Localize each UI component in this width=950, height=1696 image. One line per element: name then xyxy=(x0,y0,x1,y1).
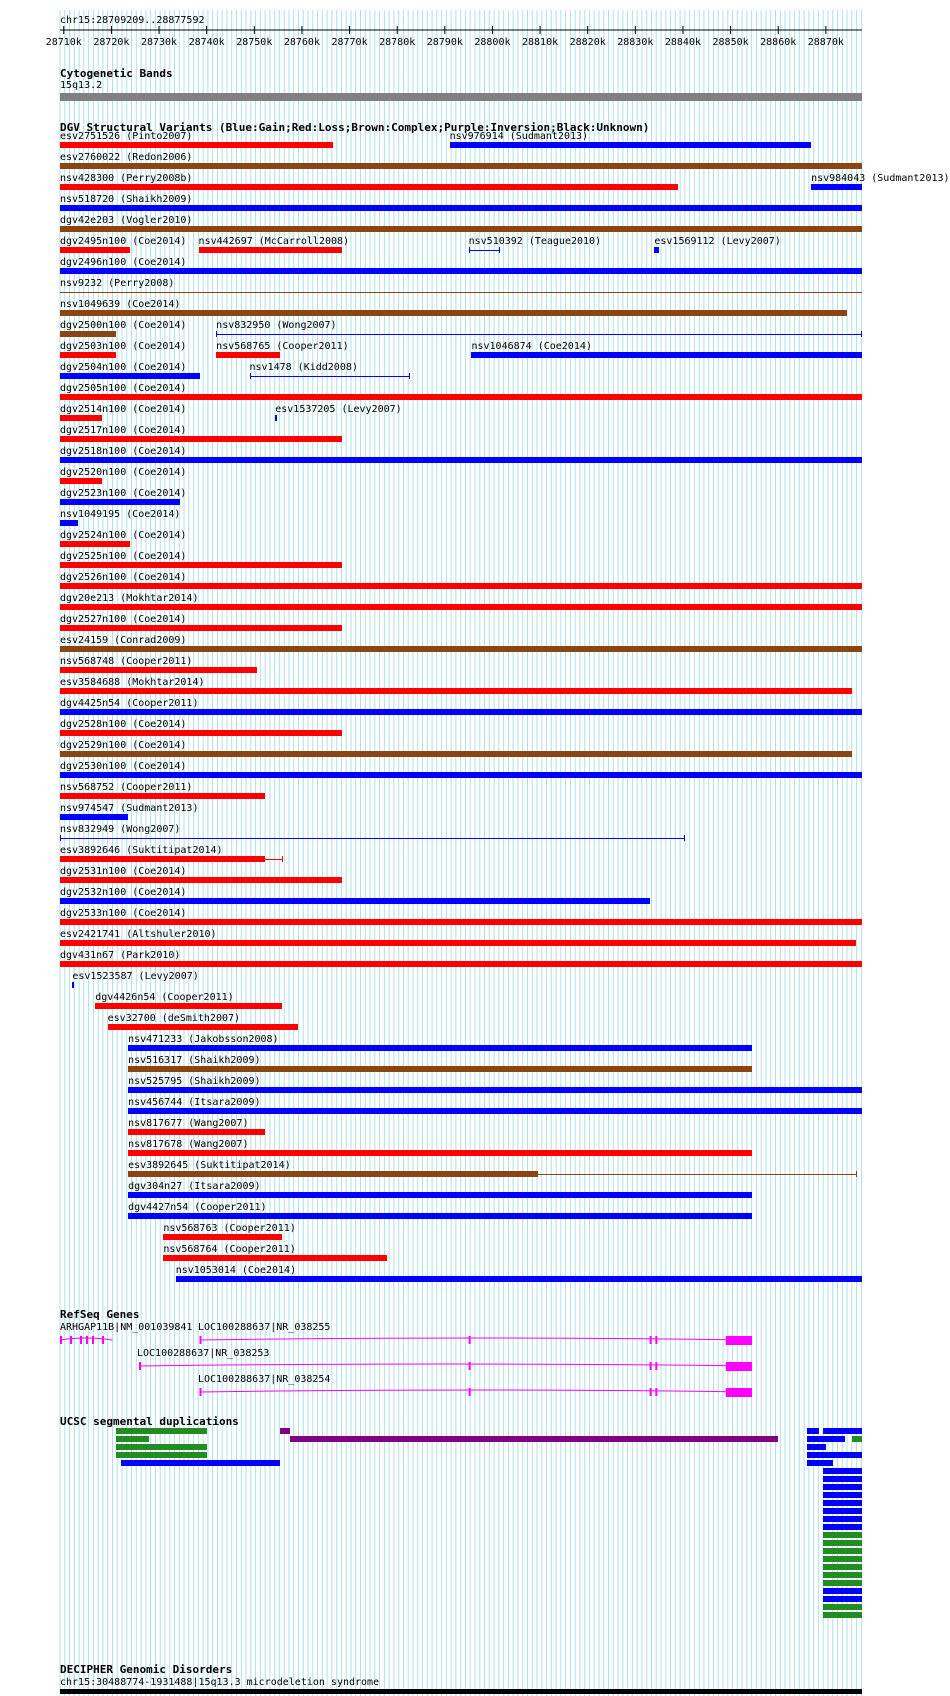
segdup-block[interactable] xyxy=(823,1508,862,1514)
dgv-variant-bar[interactable] xyxy=(60,268,862,274)
dgv-variant-bar[interactable] xyxy=(199,247,343,253)
dgv-variant-label[interactable]: esv2421741 (Altshuler2010) xyxy=(60,929,217,940)
dgv-variant-label[interactable]: nsv984043 (Sudmant2013) xyxy=(811,173,950,184)
dgv-variant-bar[interactable] xyxy=(60,646,862,652)
dgv-variant-label[interactable]: nsv1049639 (Coe2014) xyxy=(60,299,181,310)
dgv-variant-bar[interactable] xyxy=(275,415,277,421)
dgv-variant-label[interactable]: dgv2526n100 (Coe2014) xyxy=(60,572,187,583)
dgv-variant-bar[interactable] xyxy=(60,331,116,337)
ruler-tick-label: 28830k xyxy=(617,37,654,48)
dgv-variant-label[interactable]: esv1569112 (Levy2007) xyxy=(654,236,781,247)
dgv-variant-label[interactable]: nsv832949 (Wong2007) xyxy=(60,824,181,835)
dgv-variant-bar[interactable] xyxy=(128,1045,752,1051)
dgv-variant-label[interactable]: esv2751526 (Pinto2007) xyxy=(60,131,193,142)
segdup-block[interactable] xyxy=(823,1612,862,1618)
refseq-gene-label[interactable]: ARHGAP11B|NM_001039841 xyxy=(60,1322,193,1333)
segdup-block[interactable] xyxy=(807,1428,819,1434)
dgv-variant-label[interactable]: nsv516317 (Shaikh2009) xyxy=(128,1055,261,1066)
dgv-variant-bar[interactable] xyxy=(60,625,342,631)
ruler-tick-label: 28770k xyxy=(331,37,368,48)
ruler-tick-label: 28790k xyxy=(426,37,463,48)
dgv-variant-end-tick xyxy=(60,835,61,841)
refseq-gene-label[interactable]: LOC100288637|NR_038253 xyxy=(137,1348,270,1359)
cytoband-track-title[interactable]: Cytogenetic Bands xyxy=(60,67,173,80)
ruler-tick-label: 28720k xyxy=(93,37,130,48)
dgv-variant-bar[interactable] xyxy=(60,793,265,799)
segdup-block[interactable] xyxy=(807,1452,862,1458)
ruler-tick-label: 28870k xyxy=(807,37,844,48)
cytoband-label: 15q13.2 xyxy=(60,80,103,91)
dgv-variant-bar[interactable] xyxy=(176,1276,862,1282)
dgv-variant-label[interactable]: nsv510392 (Teague2010) xyxy=(468,236,602,247)
dgv-variant-bar[interactable] xyxy=(108,1024,299,1030)
dgv-variant-bar[interactable] xyxy=(60,604,862,610)
dgv-variant-bar[interactable] xyxy=(95,1003,282,1009)
segdup-block[interactable] xyxy=(823,1428,862,1434)
segdup-block[interactable] xyxy=(121,1460,281,1466)
dgv-variant-bar[interactable] xyxy=(60,478,102,484)
dgv-variant-bar[interactable] xyxy=(128,1108,862,1114)
dgv-variant-label[interactable]: nsv471233 (Jakobsson2008) xyxy=(128,1034,279,1045)
dgv-variant-line[interactable] xyxy=(60,838,685,839)
dgv-variant-bar[interactable] xyxy=(60,394,862,400)
refseq-gene-model[interactable] xyxy=(0,1359,890,1373)
refseq-gene-model[interactable] xyxy=(0,1333,890,1347)
dgv-variant-label[interactable]: nsv1053014 (Coe2014) xyxy=(175,1265,297,1276)
dgv-variant-bar[interactable] xyxy=(60,898,650,904)
dgv-variant-label[interactable]: dgv2520n100 (Coe2014) xyxy=(60,467,187,478)
dgv-variant-extension xyxy=(265,859,282,860)
dgv-variant-bar[interactable] xyxy=(60,877,342,883)
segdup-block[interactable] xyxy=(823,1500,862,1506)
dgv-variant-bar[interactable] xyxy=(60,688,852,694)
dgv-variant-end-tick xyxy=(250,373,251,379)
dgv-variant-bar[interactable] xyxy=(128,1066,752,1072)
dgv-variant-end-tick xyxy=(282,856,283,862)
dgv-variant-bar[interactable] xyxy=(216,352,280,358)
dgv-variant-label[interactable]: dgv2503n100 (Coe2014) xyxy=(60,341,187,352)
segdup-block[interactable] xyxy=(823,1548,862,1554)
segdup-block[interactable] xyxy=(116,1444,206,1450)
segdup-block[interactable] xyxy=(823,1572,862,1578)
dgv-variant-label[interactable]: nsv525795 (Shaikh2009) xyxy=(128,1076,261,1087)
dgv-variant-label[interactable]: esv3892645 (Suktitipat2014) xyxy=(128,1160,291,1171)
segdup-block[interactable] xyxy=(807,1460,833,1466)
segdup-block[interactable] xyxy=(823,1476,862,1482)
dgv-variant-bar[interactable] xyxy=(60,163,862,169)
dgv-variant-label[interactable]: dgv2530n100 (Coe2014) xyxy=(60,761,187,772)
dgv-variant-bar[interactable] xyxy=(128,1213,752,1219)
cytoband-bar[interactable] xyxy=(60,93,862,101)
dgv-variant-line[interactable] xyxy=(60,292,862,293)
dgv-variant-bar[interactable] xyxy=(471,352,862,358)
dgv-variant-bar[interactable] xyxy=(128,1087,862,1093)
dgv-variant-label[interactable]: nsv1046874 (Coe2014) xyxy=(471,341,592,352)
dgv-variant-bar[interactable] xyxy=(60,352,116,358)
ruler-tick-label: 28860k xyxy=(760,37,797,48)
segdup-block[interactable] xyxy=(823,1604,862,1610)
dgv-variant-bar[interactable] xyxy=(60,919,862,925)
decipher-entry-label[interactable]: chr15:30488774-1931488|15q13.3 microdeletion syndrome xyxy=(60,1677,380,1688)
ruler-tick-label: 28800k xyxy=(474,37,511,48)
dgv-variant-label[interactable]: nsv817677 (Wang2007) xyxy=(128,1118,249,1129)
segdup-block[interactable] xyxy=(823,1532,862,1538)
dgv-variant-bar[interactable] xyxy=(60,814,128,820)
ruler-tick-label: 28740k xyxy=(188,37,225,48)
dgv-variant-label[interactable]: esv3584688 (Mokhtar2014) xyxy=(60,677,205,688)
segdup-block[interactable] xyxy=(116,1452,206,1458)
dgv-variant-label[interactable]: esv24159 (Conrad2009) xyxy=(60,635,187,646)
dgv-variant-label[interactable]: dgv2504n100 (Coe2014) xyxy=(60,362,187,373)
dgv-variant-bar[interactable] xyxy=(60,751,852,757)
dgv-variant-label[interactable]: dgv2518n100 (Coe2014) xyxy=(60,446,187,457)
dgv-variant-label[interactable]: nsv568765 (Cooper2011) xyxy=(216,341,349,352)
ruler-position-label: chr15:28709209..28877592 xyxy=(60,15,205,26)
dgv-variant-label[interactable]: esv1523587 (Levy2007) xyxy=(72,971,199,982)
dgv-track-title[interactable]: DGV Structural Variants (Blue:Gain;Red:Loss;Brown:Complex;Purple:Inversion;Black:Unknown) xyxy=(60,121,650,134)
refseq-gene-model[interactable] xyxy=(0,1385,890,1399)
segdup-block[interactable] xyxy=(116,1428,206,1434)
dgv-variant-bar[interactable] xyxy=(60,499,180,505)
dgv-variant-label[interactable]: nsv568763 (Cooper2011) xyxy=(163,1223,296,1234)
dgv-variant-bar[interactable] xyxy=(654,247,658,253)
dgv-variant-bar[interactable] xyxy=(60,583,862,589)
dgv-variant-label[interactable]: nsv428300 (Perry2008b) xyxy=(60,173,193,184)
dgv-variant-label[interactable]: nsv442697 (McCarroll2008) xyxy=(198,236,350,247)
dgv-variant-label[interactable]: nsv568764 (Cooper2011) xyxy=(163,1244,296,1255)
dgv-variant-label[interactable]: dgv2517n100 (Coe2014) xyxy=(60,425,187,436)
dgv-variant-end-tick xyxy=(684,835,685,841)
dgv-variant-bar[interactable] xyxy=(128,1171,538,1177)
dgv-variant-bar[interactable] xyxy=(60,205,862,211)
dgv-variant-end-tick xyxy=(469,247,470,253)
dgv-variant-label[interactable]: nsv1478 (Kidd2008) xyxy=(249,362,358,373)
dgv-variant-bar[interactable] xyxy=(450,142,812,148)
segdup-block[interactable] xyxy=(823,1492,862,1498)
dgv-variant-label[interactable]: dgv2532n100 (Coe2014) xyxy=(60,887,187,898)
dgv-variant-bar[interactable] xyxy=(128,1129,265,1135)
dgv-variant-label[interactable]: dgv2529n100 (Coe2014) xyxy=(60,740,187,751)
dgv-variant-label[interactable]: esv3892646 (Suktitipat2014) xyxy=(60,845,223,856)
dgv-variant-label[interactable]: nsv1049195 (Coe2014) xyxy=(60,509,181,520)
dgv-variant-extension xyxy=(538,1174,857,1175)
dgv-variant-label[interactable]: dgv2533n100 (Coe2014) xyxy=(60,908,187,919)
dgv-variant-label[interactable]: nsv817678 (Wang2007) xyxy=(128,1139,249,1150)
dgv-variant-label[interactable]: nsv568748 (Cooper2011) xyxy=(60,656,193,667)
dgv-variant-label[interactable]: dgv2525n100 (Coe2014) xyxy=(60,551,187,562)
dgv-variant-bar[interactable] xyxy=(163,1255,386,1261)
dgv-variant-label[interactable]: esv1537205 (Levy2007) xyxy=(275,404,402,415)
dgv-variant-label[interactable]: dgv2528n100 (Coe2014) xyxy=(60,719,187,730)
segdup-block[interactable] xyxy=(807,1436,845,1442)
ruler-tick-label: 28820k xyxy=(569,37,606,48)
segdup-block[interactable] xyxy=(823,1468,862,1474)
segdup-block[interactable] xyxy=(823,1580,862,1586)
dgv-variant-bar[interactable] xyxy=(128,1192,752,1198)
dgv-variant-label[interactable]: esv2760022 (Redon2006) xyxy=(60,152,193,163)
ruler-tick-label: 28810k xyxy=(522,37,559,48)
dgv-variant-label[interactable]: nsv976914 (Sudmant2013) xyxy=(449,131,589,142)
dgv-variant-label[interactable]: dgv20e213 (Mokhtar2014) xyxy=(60,593,199,604)
ruler-tick-label: 28850k xyxy=(712,37,749,48)
segdup-block[interactable] xyxy=(807,1444,826,1450)
dgv-variant-label[interactable]: dgv2524n100 (Coe2014) xyxy=(60,530,187,541)
refseq-track-title[interactable]: RefSeq Genes xyxy=(60,1308,140,1321)
dgv-variant-label[interactable]: nsv832950 (Wong2007) xyxy=(216,320,337,331)
segdup-block[interactable] xyxy=(823,1540,862,1546)
dgv-variant-label[interactable]: dgv2531n100 (Coe2014) xyxy=(60,866,187,877)
dgv-variant-end-tick xyxy=(216,331,217,337)
dgv-variant-bar[interactable] xyxy=(60,856,265,862)
segdup-block[interactable] xyxy=(280,1428,290,1434)
ruler-tick-label: 28730k xyxy=(140,37,178,48)
refseq-gene-label[interactable]: LOC100288637|NR_038255 xyxy=(198,1322,331,1333)
dgv-variant-label[interactable]: esv32700 (deSmith2007) xyxy=(107,1013,241,1024)
segdup-block[interactable] xyxy=(290,1436,778,1442)
segdup-track-title[interactable]: UCSC segmental duplications xyxy=(60,1415,239,1428)
segdup-block[interactable] xyxy=(852,1436,862,1442)
dgv-variant-label[interactable]: nsv9232 (Perry2008) xyxy=(60,278,175,289)
dgv-variant-bar[interactable] xyxy=(60,247,130,253)
dgv-variant-label[interactable]: nsv568752 (Cooper2011) xyxy=(60,782,193,793)
segdup-block[interactable] xyxy=(823,1556,862,1562)
dgv-variant-bar[interactable] xyxy=(60,667,257,673)
dgv-variant-label[interactable]: dgv2514n100 (Coe2014) xyxy=(60,404,187,415)
dgv-variant-bar[interactable] xyxy=(60,457,862,463)
dgv-variant-bar[interactable] xyxy=(811,184,862,190)
decipher-bar[interactable] xyxy=(60,1689,862,1694)
dgv-variant-label[interactable]: dgv2505n100 (Coe2014) xyxy=(60,383,187,394)
dgv-variant-end-tick xyxy=(861,331,862,337)
dgv-variant-bar[interactable] xyxy=(60,730,342,736)
dgv-variant-label[interactable]: dgv4426n54 (Cooper2011) xyxy=(95,992,234,1003)
ruler-tick-label: 28840k xyxy=(664,37,702,48)
dgv-variant-label[interactable]: nsv456744 (Itsara2009) xyxy=(128,1097,261,1108)
dgv-variant-bar[interactable] xyxy=(163,1234,282,1240)
dgv-variant-bar[interactable] xyxy=(60,940,856,946)
dgv-variant-label[interactable]: dgv2500n100 (Coe2014) xyxy=(60,320,187,331)
segdup-block[interactable] xyxy=(823,1484,862,1490)
dgv-variant-end-tick xyxy=(409,373,410,379)
dgv-variant-end-tick xyxy=(856,1171,857,1177)
segdup-block[interactable] xyxy=(116,1436,149,1442)
dgv-variant-bar[interactable] xyxy=(60,541,130,547)
dgv-variant-label[interactable]: dgv431n67 (Park2010) xyxy=(60,950,181,961)
ruler-tick-label: 28780k xyxy=(379,37,416,48)
dgv-variant-end-tick xyxy=(499,247,500,253)
ruler-tick-label: 28710k xyxy=(45,37,82,48)
dgv-variant-bar[interactable] xyxy=(60,709,862,715)
dgv-variant-bar[interactable] xyxy=(60,562,342,568)
dgv-variant-label[interactable]: dgv2496n100 (Coe2014) xyxy=(60,257,187,268)
decipher-track-title[interactable]: DECIPHER Genomic Disorders xyxy=(60,1663,233,1676)
dgv-variant-bar[interactable] xyxy=(128,1150,752,1156)
dgv-variant-label[interactable]: dgv304n27 (Itsara2009) xyxy=(128,1181,261,1192)
dgv-variant-bar[interactable] xyxy=(60,310,847,316)
dgv-variant-label[interactable]: dgv42e203 (Vogler2010) xyxy=(60,215,193,226)
dgv-variant-bar[interactable] xyxy=(60,772,862,778)
dgv-variant-bar[interactable] xyxy=(60,226,862,232)
dgv-variant-bar[interactable] xyxy=(72,982,74,988)
dgv-variant-line[interactable] xyxy=(250,376,411,377)
dgv-variant-label[interactable]: dgv4427n54 (Cooper2011) xyxy=(128,1202,267,1213)
ruler-axis[interactable] xyxy=(0,24,890,50)
dgv-variant-label[interactable]: dgv4425n54 (Cooper2011) xyxy=(60,698,199,709)
dgv-variant-bar[interactable] xyxy=(60,961,862,967)
ruler-tick-label: 28750k xyxy=(236,37,273,48)
dgv-variant-label[interactable]: dgv2523n100 (Coe2014) xyxy=(60,488,187,499)
ruler-tick-label: 28760k xyxy=(283,37,320,48)
refseq-gene-label[interactable]: LOC100288637|NR_038254 xyxy=(198,1374,331,1385)
dgv-variant-bar[interactable] xyxy=(60,373,200,379)
dgv-variant-bar[interactable] xyxy=(60,436,342,442)
dgv-variant-bar[interactable] xyxy=(60,142,333,148)
segdup-block[interactable] xyxy=(823,1516,862,1522)
dgv-variant-line[interactable] xyxy=(469,250,500,251)
dgv-variant-line[interactable] xyxy=(216,334,862,335)
dgv-variant-bar[interactable] xyxy=(60,184,678,190)
segdup-block[interactable] xyxy=(823,1524,862,1530)
segdup-block[interactable] xyxy=(823,1564,862,1570)
segdup-block[interactable] xyxy=(823,1588,862,1594)
dgv-variant-bar[interactable] xyxy=(60,415,102,421)
dgv-variant-bar[interactable] xyxy=(60,520,78,526)
dgv-variant-label[interactable]: dgv2495n100 (Coe2014) xyxy=(60,236,187,247)
dgv-variant-label[interactable]: nsv974547 (Sudmant2013) xyxy=(60,803,199,814)
dgv-variant-label[interactable]: dgv2527n100 (Coe2014) xyxy=(60,614,187,625)
segdup-block[interactable] xyxy=(823,1596,862,1602)
dgv-variant-label[interactable]: nsv518720 (Shaikh2009) xyxy=(60,194,193,205)
